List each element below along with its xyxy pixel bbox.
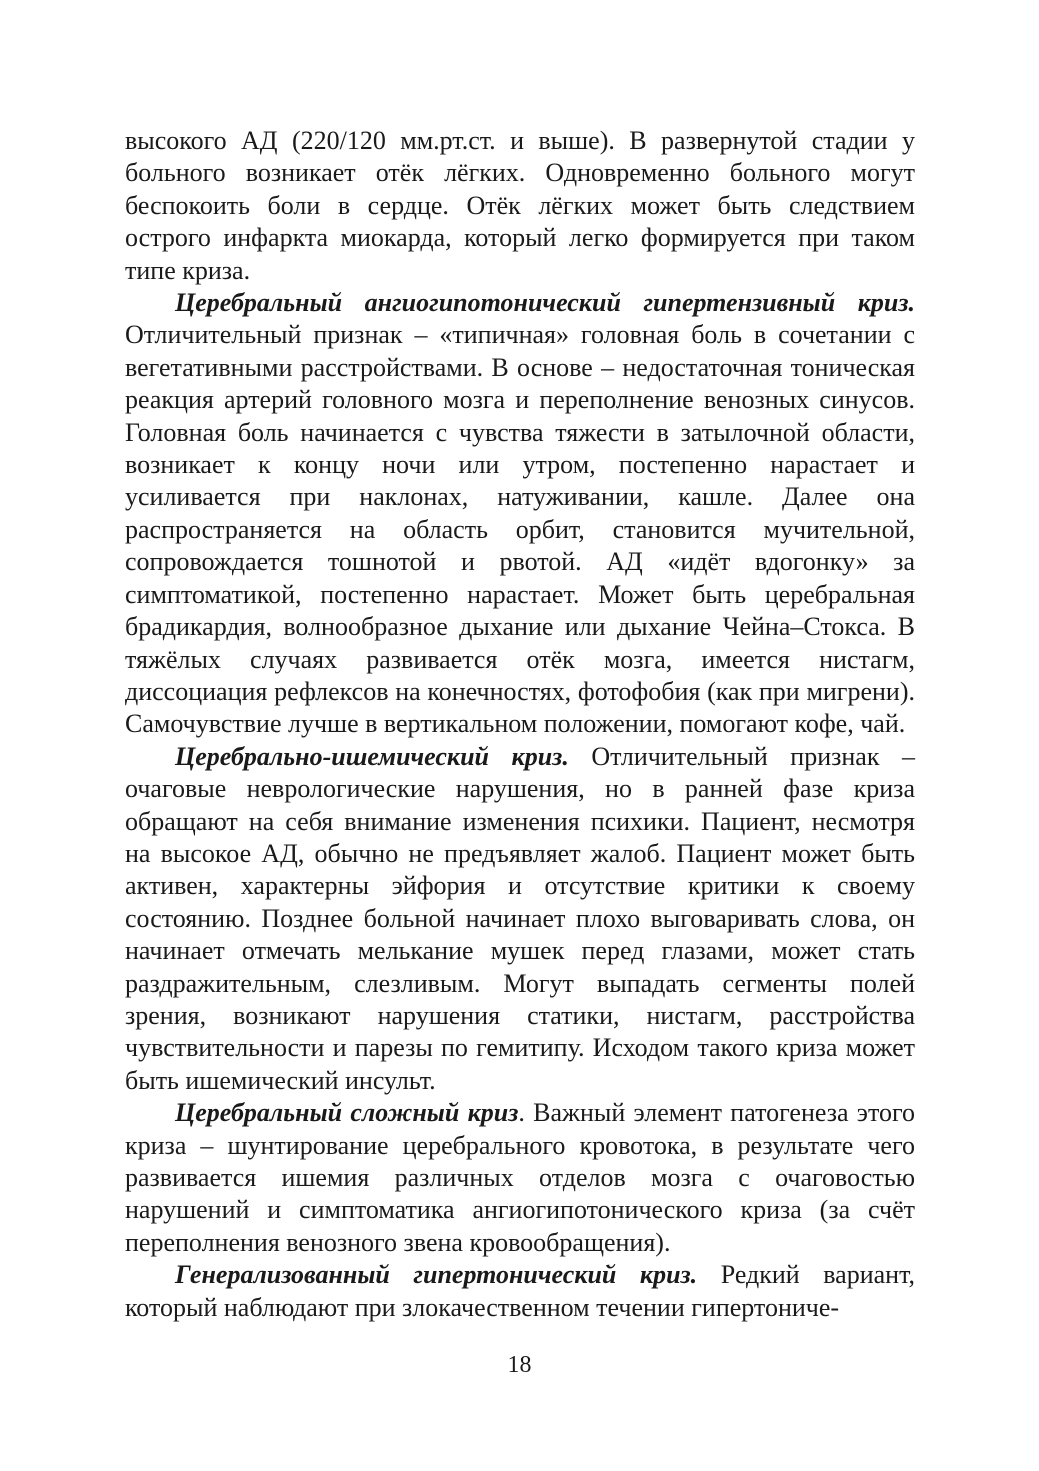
paragraph-cerebral-angiohypotonic-crisis: [125, 287, 915, 741]
paragraph-cerebral-complex-crisis: [125, 1097, 915, 1259]
paragraph-text: Отличительный признак – «типичная» головная боль в сочетании с вегетативными расстройствами. В основе – недостаточная тоническая реакция артерий головного мозга и переполнение венозных синусов. Головная боль начинается с чувства тяжести в затылочной области, возникает к концу ночи или утром, постепенно нарастает и усиливается при наклонах, натуживании, кашле. Далее она распространяется на область орбит, становится мучительной, сопровождается тошнотой и рвотой. АД «идёт вдогонку» за симптоматикой, постепенно нарастает. Может быть церебральная брадикардия, волнообразное дыхание или дыхание Чейна–Стокса. В тяжёлых случаях развивается отёк мозга, имеется нистагм, диссоциация рефлексов на конечностях, фотофобия (как при мигрени). Самочувствие лучше в вертикальном положении, помогают кофе, чай.: [125, 320, 915, 739]
paragraph-term: Церебрально-ишемический криз.: [175, 741, 569, 771]
paragraph-cerebral-ischemic-crisis: [125, 741, 915, 1097]
paragraph-text: Отличительный признак – очаговые неврологические нарушения, но в ранней фазе криза обращают на себя внимание изменения психики. Пациент, несмотря на высокое АД, обычно не предъявляет жалоб. Пациент может быть активен, характерны эйфория и отсутствие критики к своему состоянию. Позднее больной начинает плохо выговаривать слова, он начинает отмечать мелькание мушек перед глазами, может стать раздражительным, слезливым. Могут выпадать сегменты полей зрения, возникают нарушения статики, нистагм, расстройства чувствительности и парезы по гемитипу. Исходом такого криза может быть ишемический инсульт.: [125, 741, 915, 1095]
page-body: [125, 125, 915, 1324]
page-number: 18: [507, 1352, 532, 1378]
paragraph-generalized-hypertensive-crisis: [125, 1259, 915, 1324]
paragraph-text: Редкий вариант, который наблюдают при злокачественном течении гипертониче-: [125, 1260, 915, 1322]
paragraph-term: Церебральный сложный криз: [175, 1098, 519, 1128]
paragraph-term: Церебральный ангиогипотонический гипертензивный криз.: [175, 288, 915, 318]
paragraph-term: Генерализованный гипертонический криз.: [175, 1260, 698, 1290]
paragraph-continuation: [125, 125, 915, 287]
paragraph-text: высокого АД (220/120 мм.рт.ст. и выше). В развернутой стадии у больного возникает отёк лёгких. Одновременно больного могут беспокоить боли в сердце. Отёк лёгких может быть следствием острого инфаркта миокарда, который легко формируется при таком типе криза.: [125, 126, 915, 285]
paragraph-text: . Важный элемент патогенеза этого криза – шунтирование церебрального кровотока, в результате чего развивается ишемия различных отделов мозга с очаговостью нарушений и симптоматика ангиогипотонического криза (за счёт переполнения венозного звена кровообращения).: [125, 1098, 915, 1257]
